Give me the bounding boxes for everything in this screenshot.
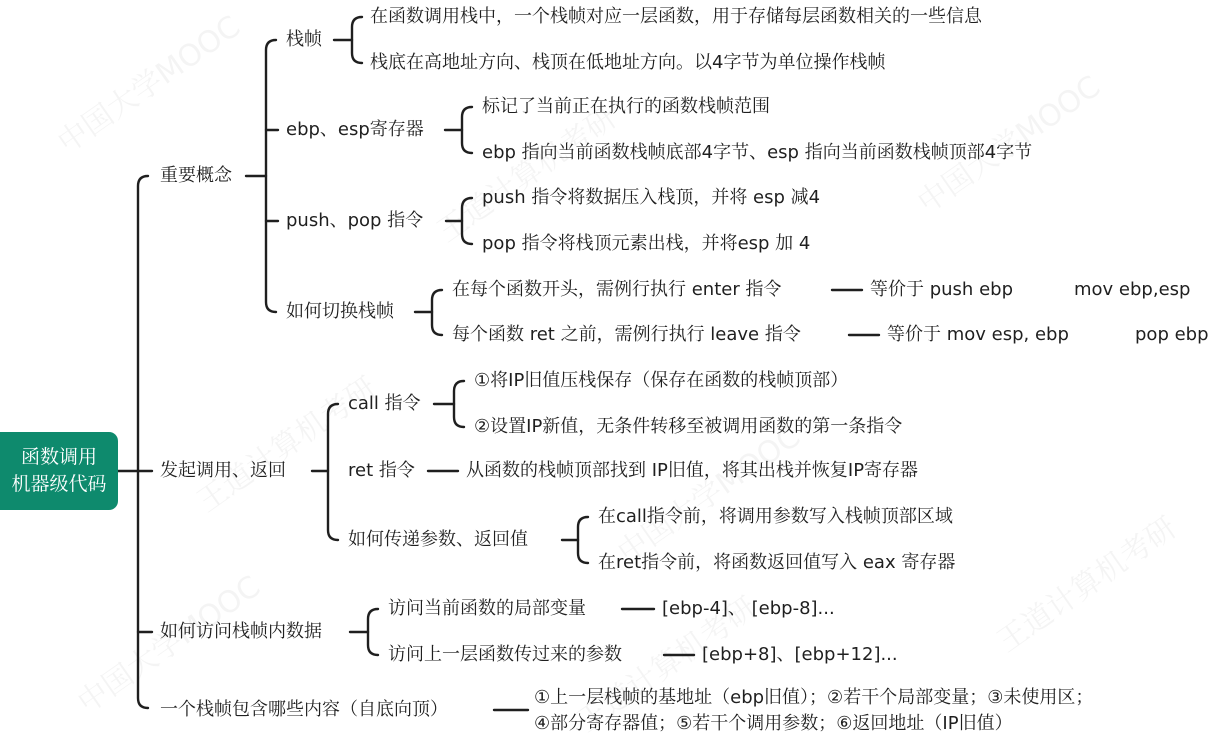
leaf-frame-contents-1[interactable]: ①上一层栈帧的基地址（ebp旧值）；②若干个局部变量；③未使用区； <box>534 687 1094 708</box>
leaf-stack-frame-1[interactable]: 在函数调用栈中，一个栈帧对应一层函数，用于存储每层函数相关的一些信息 <box>370 6 982 27</box>
connector <box>352 17 362 63</box>
leaf-access-2-val[interactable]: [ebp+8]、[ebp+12]... <box>702 644 898 665</box>
connector <box>138 176 148 708</box>
leaf-switch-2-eq[interactable]: 等价于 mov esp, ebp <box>887 324 1069 345</box>
node-call-return[interactable]: 发起调用、返回 <box>160 460 286 481</box>
connector <box>266 40 276 312</box>
connector <box>462 198 472 244</box>
leaf-access-1-val[interactable]: [ebp-4]、 [ebp-8]... <box>662 598 835 619</box>
leaf-push-pop-1[interactable]: push 指令将数据压入栈顶，并将 esp 减4 <box>482 187 821 208</box>
connector <box>328 404 338 540</box>
connector <box>462 107 472 153</box>
leaf-switch-1-eq2[interactable]: mov ebp,esp <box>1074 279 1191 300</box>
node-frame-contents[interactable]: 一个栈帧包含哪些内容（自底向顶） <box>160 699 448 720</box>
leaf-call-1[interactable]: ①将IP旧值压栈保存（保存在函数的栈帧顶部） <box>474 370 849 391</box>
node-access-data[interactable]: 如何访问栈帧内数据 <box>160 621 322 642</box>
root-node[interactable] <box>0 432 118 510</box>
leaf-push-pop-2[interactable]: pop 指令将栈顶元素出栈，并将esp 加 4 <box>482 233 811 254</box>
leaf-switch-1[interactable]: 在每个函数开头，需例行执行 enter 指令 <box>452 279 782 300</box>
leaf-access-2[interactable]: 访问上一层函数传过来的参数 <box>388 644 622 665</box>
root-label-line2: 机器级代码 <box>11 473 107 495</box>
leaf-access-1[interactable]: 访问当前函数的局部变量 <box>388 598 586 619</box>
node-ret-instr[interactable]: ret 指令 <box>348 460 415 481</box>
leaf-switch-2-eq2[interactable]: pop ebp <box>1135 324 1209 345</box>
connector <box>578 517 588 563</box>
leaf-frame-contents-2[interactable]: ④部分寄存器值；⑤若干个调用参数；⑥返回地址（IP旧值） <box>534 713 1013 734</box>
leaf-switch-2[interactable]: 每个函数 ret 之前，需例行执行 leave 指令 <box>452 324 801 345</box>
leaf-call-2[interactable]: ②设置IP新值，无条件转移至被调用函数的第一条指令 <box>474 416 903 437</box>
leaf-ebp-esp-2[interactable]: ebp 指向当前函数栈帧底部4字节、esp 指向当前函数栈帧顶部4字节 <box>482 142 1033 163</box>
node-pass-params[interactable]: 如何传递参数、返回值 <box>348 529 528 550</box>
node-important-concepts[interactable]: 重要概念 <box>160 165 232 186</box>
connector <box>432 290 442 335</box>
node-switch-frame[interactable]: 如何切换栈帧 <box>286 301 394 322</box>
leaf-switch-1-eq[interactable]: 等价于 push ebp <box>870 279 1013 300</box>
leaf-params-1[interactable]: 在call指令前，将调用参数写入栈帧顶部区域 <box>598 506 953 527</box>
connector <box>454 381 464 427</box>
node-stack-frame[interactable]: 栈帧 <box>286 29 322 50</box>
leaf-ebp-esp-1[interactable]: 标记了当前正在执行的函数栈帧范围 <box>482 96 770 117</box>
node-call-instr[interactable]: call 指令 <box>348 393 421 414</box>
node-ebp-esp[interactable]: ebp、esp寄存器 <box>286 119 424 140</box>
node-push-pop[interactable]: push、pop 指令 <box>286 210 424 231</box>
connector <box>368 609 378 655</box>
leaf-stack-frame-2[interactable]: 栈底在高地址方向、栈顶在低地址方向。以4字节为单位操作栈帧 <box>370 52 886 73</box>
leaf-ret-1[interactable]: 从函数的栈帧顶部找到 IP旧值，将其出栈并恢复IP寄存器 <box>466 460 919 481</box>
root-label-line1: 函数调用 <box>20 446 97 468</box>
leaf-params-2[interactable]: 在ret指令前，将函数返回值写入 eax 寄存器 <box>598 552 956 573</box>
